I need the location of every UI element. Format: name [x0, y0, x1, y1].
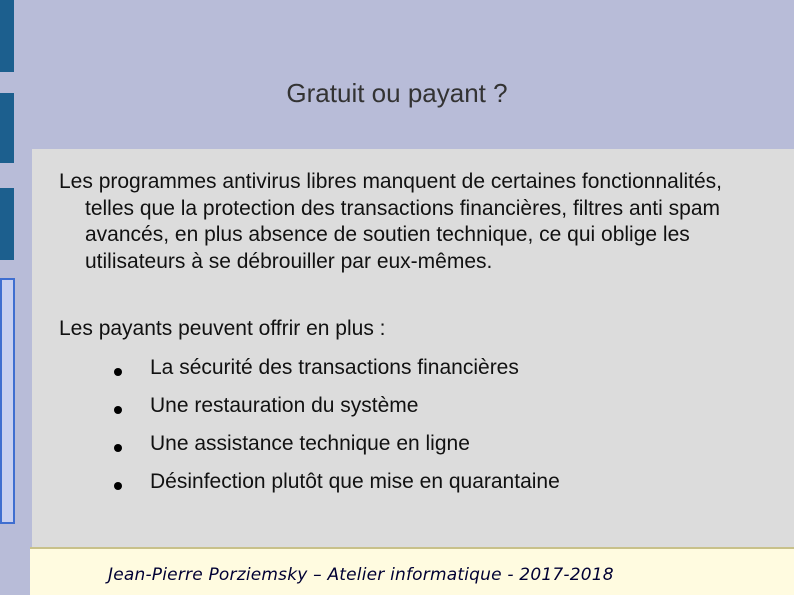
intro-paragraph: Les programmes antivirus libres manquent de certaines fonctionnalités, telles que la protection des transactions financières, filtres anti spam avancés, en plus absence de soutien technique, ce qui oblige les utilisateurs à se débrouiller par eux-mêmes. — [59, 170, 723, 273]
decorative-bar-top — [0, 0, 14, 72]
list-item-text: La sécurité des transactions financières — [150, 356, 519, 379]
content-panel — [32, 149, 794, 549]
bullet-icon — [114, 482, 122, 490]
list-item-text: Désinfection plutôt que mise en quarantaine — [150, 470, 560, 493]
bullet-icon — [114, 406, 122, 414]
bullet-icon — [114, 444, 122, 452]
paid-intro-paragraph: Les payants peuvent offrir en plus : — [59, 317, 386, 340]
decorative-bar-outline — [0, 278, 15, 524]
slide-title: Gratuit ou payant ? — [286, 78, 508, 108]
list-item-text: Une restauration du système — [150, 394, 419, 417]
bullet-icon — [114, 368, 122, 376]
list-item-text: Une assistance technique en ligne — [150, 432, 470, 455]
footer-credit: Jean-Pierre Porziemsky – Atelier informatique - 2017-2018 — [108, 565, 614, 585]
footer-bar — [30, 547, 794, 595]
decorative-bar-lower — [0, 188, 14, 260]
